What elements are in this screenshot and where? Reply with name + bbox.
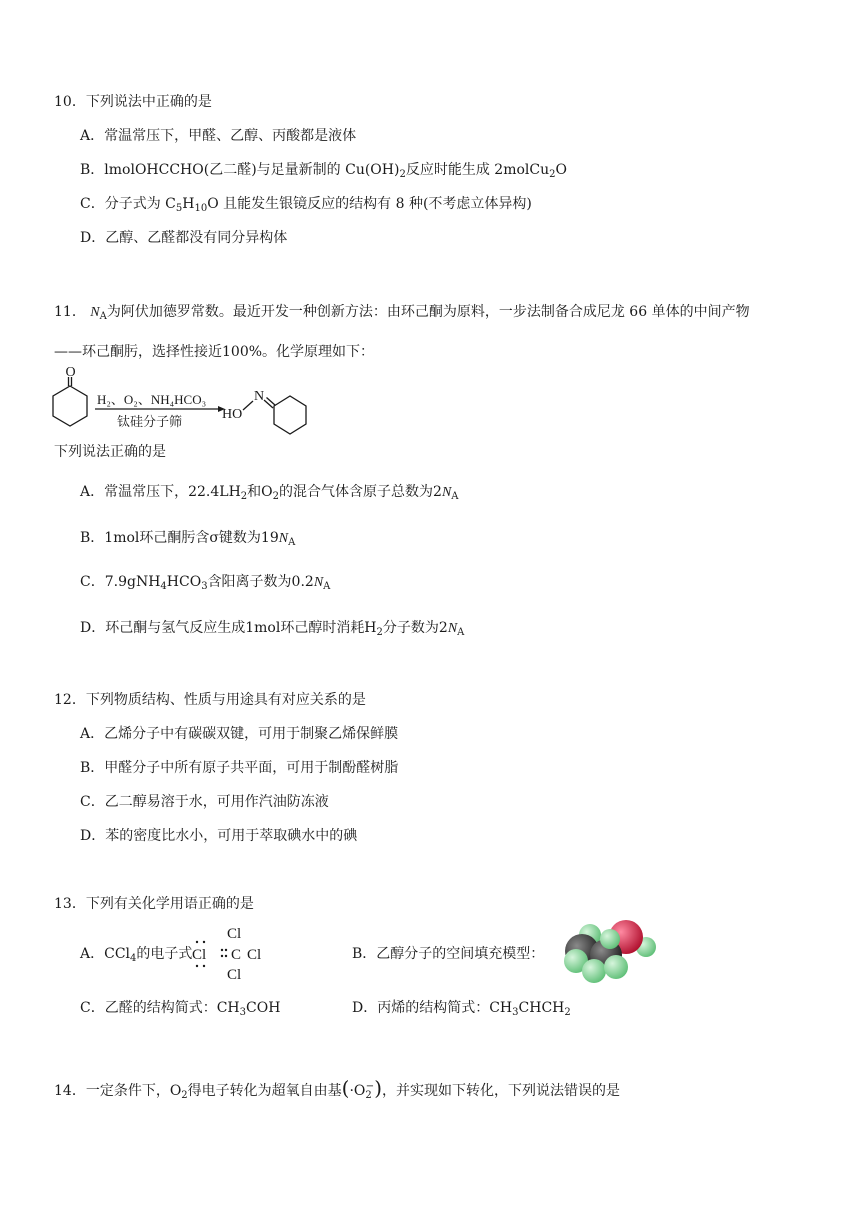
q11-d-text2: 分子数为2 (382, 620, 448, 636)
q11-stem-text1: 为阿伏加德罗常数。最近开发一种创新方法：由环己酮为原料，一步法制备合成尼龙 66 单体的中间产物 (106, 304, 750, 320)
q11-option-c (80, 572, 330, 593)
q12-option-b: B．甲醛分子中所有原子共平面，可用于制酚醛树脂 (80, 760, 399, 776)
avogadro-sub: A (99, 311, 107, 322)
nitrogen-label: N (254, 389, 265, 404)
q11-stem-line1 (54, 302, 750, 323)
ccl4-lewis-structure (192, 924, 272, 982)
q14-text3: ，并实现如下转化，下列说法错误的是 (382, 1083, 620, 1099)
reaction-scheme (50, 366, 320, 436)
avogadro-symbol: N (90, 305, 100, 320)
q11-d-sub: 2 (376, 627, 383, 638)
ethanol-space-filling-model (562, 917, 658, 985)
q12-stem: 12．下列物质结构、性质与用途具有对应关系的是 (54, 692, 366, 708)
q10-c-h: H (182, 196, 195, 212)
q10-option-d: D．乙醇、乙醛都没有同分异构体 (80, 230, 288, 246)
radical-close-paren: ) (374, 1076, 382, 1100)
q11-option-b (80, 528, 295, 549)
q11-option-d (80, 618, 464, 639)
q11-c-na-sub: A (323, 581, 331, 592)
hydroxyl-label: HO (222, 407, 243, 422)
q10-c-sub1: 5 (175, 203, 183, 214)
q13-a-sub: 4 (130, 953, 137, 964)
lewis-cl-right: Cl (247, 947, 262, 963)
q13-option-d (352, 998, 571, 1018)
q13-c-sub: 3 (239, 1007, 247, 1018)
q13-d-sub2: 2 (564, 1007, 571, 1018)
q10-b-end: O (555, 162, 567, 178)
q10-c-end: O 且能发生银镜反应的结构有 8 种(不考虑立体异构) (207, 196, 532, 212)
q11-a-text3: 的混合气体含原子总数为2 (279, 484, 442, 500)
lewis-carbon: C (231, 947, 242, 963)
q10-option-b (80, 160, 567, 180)
q11-c-text3: 含阳离子数为0.2 (207, 574, 314, 590)
q11-c-na: N (313, 575, 324, 590)
q14-sub1: 2 (181, 1090, 188, 1101)
catalyst-label: 钛硅分子筛 (117, 415, 183, 430)
q14-stem (54, 1078, 620, 1101)
radical-charge: − (365, 1081, 375, 1092)
reagents-label: H₂、O₂、NH₄HCO₃ (97, 392, 207, 407)
q10-option-c (80, 194, 532, 214)
cyclohexanone-ring (53, 386, 87, 426)
q13-d-text1: D．丙烯的结构简式：CH (352, 1000, 513, 1016)
q11-c-text1: C．7.9gNH (80, 574, 161, 590)
q10-b-mid: 反应时能生成 2molCu (405, 162, 550, 178)
q10-option-a: A．常温常压下，甲醛、乙醇、丙酸都是液体 (80, 128, 357, 144)
q11-a-na: N (441, 485, 452, 500)
q13-c-text1: C．乙醛的结构简式：CH (80, 1000, 240, 1016)
hydrogen-atom-5 (600, 929, 620, 949)
q11-b-text: B．1mol环己酮肟含σ键数为19 (80, 530, 279, 546)
cyclohexanone-structure (53, 377, 87, 426)
q11-b-na-sub: A (288, 537, 296, 548)
q11-a-sub2: 2 (272, 491, 280, 502)
q12-option-c: C．乙二醇易溶于水，可用作汽油防冻液 (80, 794, 329, 810)
lewis-cl-top: Cl (227, 926, 242, 942)
q14-text2: 得电子转化为超氧自由基 (187, 1083, 342, 1099)
q12-option-a: A．乙烯分子中有碳碳双键，可用于制聚乙烯保鲜膜 (80, 726, 399, 742)
superoxide-radical: ( (341, 1076, 350, 1100)
radical-sub: 2 (365, 1090, 372, 1101)
q11-stem-line2: ——环己酮肟，选择性接近100%。化学原理如下： (54, 344, 375, 360)
hydrogen-atom-3 (582, 959, 606, 983)
q11-number: 11． (54, 304, 86, 320)
q10-c-sub2: 10 (194, 203, 208, 214)
q10-c-prefix: C．分子式为 C (80, 196, 176, 212)
q13-d-text2: CHCH (518, 1000, 565, 1016)
q11-a-sub1: 2 (240, 491, 248, 502)
q13-option-c (80, 998, 280, 1018)
q10-b-sub: 2 (399, 169, 406, 180)
q13-option-a (80, 944, 192, 964)
oxime-ring (274, 396, 306, 434)
q11-a-text2: 和O (247, 484, 273, 500)
q13-option-b: B．乙醇分子的空间填充模型： (352, 946, 545, 962)
q11-d-na-sub: A (457, 627, 465, 638)
q13-c-text2: COH (246, 1000, 281, 1016)
q13-stem: 13．下列有关化学用语正确的是 (54, 896, 254, 912)
q14-text1: 14．一定条件下，O (54, 1083, 182, 1099)
lewis-cl-bottom: Cl (227, 967, 242, 982)
q12-option-d: D．苯的密度比水小，可用于萃取碘水中的碘 (80, 828, 358, 844)
q11-d-text1: D．环己酮与氢气反应生成1mol环己醇时消耗H (80, 620, 377, 636)
radical-symbol: ·O (349, 1083, 366, 1099)
q10-b-prefix: B．lmolOHCCHO(乙二醛)与足量新制的 Cu(OH) (80, 162, 400, 178)
q13-d-sub1: 3 (512, 1007, 519, 1018)
q13-a-text1: A．CCl (80, 946, 131, 962)
q11-a-na-sub: A (451, 491, 459, 502)
o-n-bond (243, 401, 253, 410)
q11-option-a (80, 482, 459, 503)
q10-stem: 10．下列说法中正确的是 (54, 94, 212, 110)
oxime-structure (243, 396, 306, 434)
q11-b-na: N (278, 531, 289, 546)
n-c-bond-1 (264, 400, 273, 408)
q11-c-sub1: 4 (160, 581, 167, 592)
q11-c-text2: HCO (166, 574, 202, 590)
q10-b-sub2: 2 (549, 169, 556, 180)
lewis-cl-left: Cl (192, 947, 207, 963)
q11-d-na: N (447, 621, 458, 636)
q13-a-text2: 的电子式 (136, 946, 193, 962)
q11-c-sub2: 3 (201, 581, 208, 592)
q11-ask: 下列说法正确的是 (54, 444, 166, 460)
carbonyl-oxygen: O (65, 366, 76, 380)
q11-a-text1: A．常温常压下，22.4LH (80, 484, 241, 500)
hydrogen-atom-4 (604, 955, 628, 979)
n-c-bond-2 (267, 398, 276, 406)
